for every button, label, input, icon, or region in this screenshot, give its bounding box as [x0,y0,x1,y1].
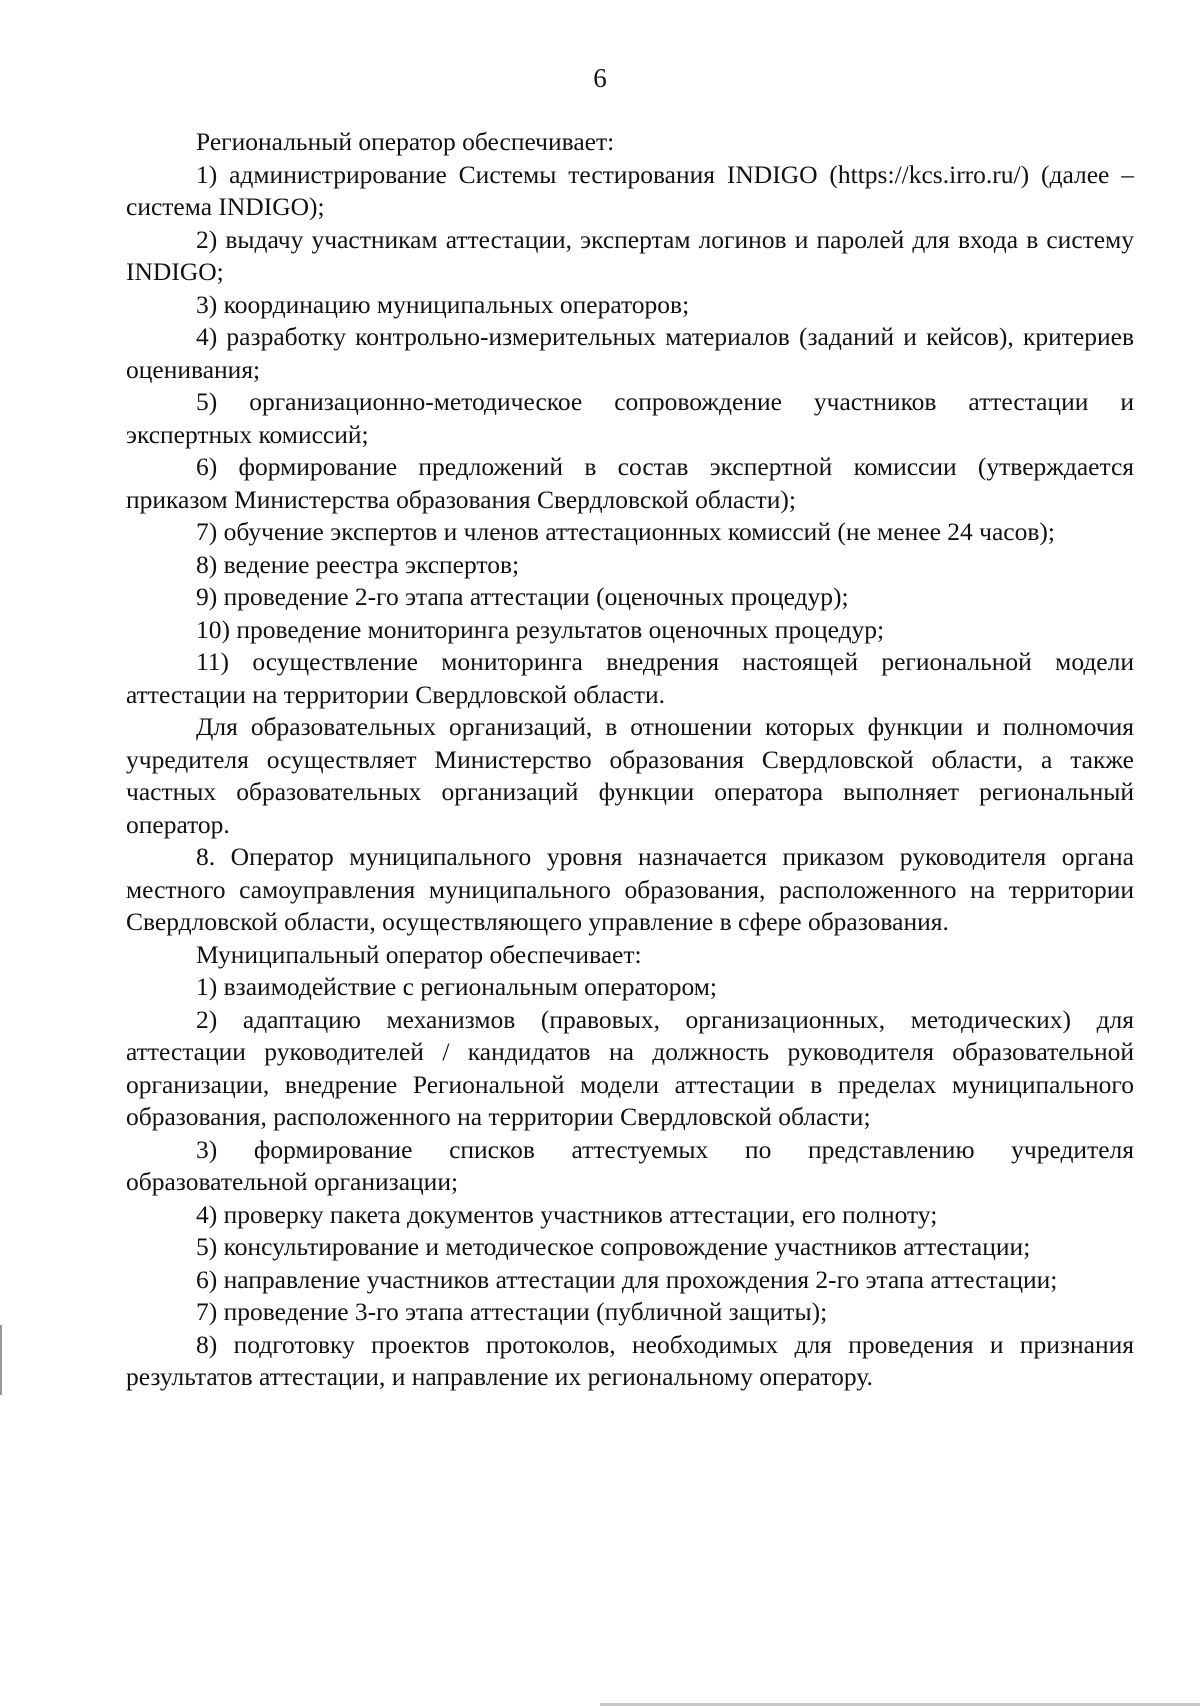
document-body [126,126,1134,1394]
paragraph-municipal-item-7: 7) проведение 3-го этапа аттестации (публичной защиты); [196,1297,828,1326]
paragraph-regional-item-10: 10) проведение мониторинга результатов оценочных процедур; [196,614,885,644]
paragraph-regional-item-1: 1) администрирование Системы тестирования INDIGO (https://kcs.irro.ru/) (далее – система INDIGO); [126,159,1134,221]
paragraph-municipal-item-5: 5) консультирование и методическое сопровождение участников аттестации; [196,1232,1031,1261]
paragraph-regional-item-4: 4) разработку контрольно-измерительных материалов (заданий и кейсов), критериев оценивания; [126,322,1134,384]
paragraph-municipal-item-1: 1) взаимодействие с региональным оператором; [196,972,717,1001]
paragraph-regional-item-3: 3) координацию муниципальных операторов; [196,289,690,319]
paragraph-municipal-item-8: 8) подготовку проектов протоколов, необходимых для проведения и признания результатов аттестации, и направление их региональному оператору. [126,1329,1134,1391]
paragraph-municipal-operator-intro: Муниципальный оператор обеспечивает: [196,939,642,969]
paragraph-regional-operator-intro: Региональный оператор обеспечивает: [196,127,615,156]
paragraph-regional-item-9: 9) проведение 2-го этапа аттестации (оценочных процедур); [196,582,849,611]
paragraph-regional-item-6: 6) формирование предложений в состав экспертной комиссии (утверждается приказом Министерства образования Свердловской области); [126,452,1134,514]
paragraph-municipal-item-3: 3) формирование списков аттестуемых по представлению учредителя образовательной организации; [126,1134,1134,1196]
paragraph-regional-item-7: 7) обучение экспертов и членов аттестационных комиссий (не менее 24 часов); [196,517,1055,546]
paragraph-regional-item-2: 2) выдачу участникам аттестации, экспертам логинов и паролей для входа в систему INDIGO; [126,224,1134,286]
paragraph-regional-item-8: 8) ведение реестра экспертов; [196,549,520,579]
paragraph-municipal-item-4: 4) проверку пакета документов участников аттестации, его полноту; [196,1199,938,1229]
page-number: 6 [593,63,607,93]
paragraph-municipal-item-6: 6) направление участников аттестации для прохождения 2-го этапа аттестации; [196,1264,1058,1294]
paragraph-municipal-item-2: 2) адаптацию механизмов (правовых, организационных, методических) для аттестации руководителей / кандидатов на должность руководителя образовательной организации, внедрение Региональной модели аттестации в пределах муниципального образования, расположенного на территории Свердловской области; [126,1004,1134,1131]
paragraph-regional-item-11: 11) осуществление мониторинга внедрения настоящей региональной модели аттестации на территории Свердловской области. [126,647,1134,709]
paragraph-regional-item-5: 5) организационно-методическое сопровождение участников аттестации и экспертных комиссий; [126,387,1134,449]
paragraph-regional-operator-scope: Для образовательных организаций, в отношении которых функции и полномочия учредителя осуществляет Министерство образования Свердловской области, а также частных образовательных организаций функции оператора выполняет региональный оператор. [126,712,1134,839]
paragraph-section-8: 8. Оператор муниципального уровня назначается приказом руководителя органа местного самоуправления муниципального образования, расположенного на территории Свердловской области, осуществляющего управление в сфере образования. [126,842,1134,936]
scan-edge-left [0,1325,2,1395]
